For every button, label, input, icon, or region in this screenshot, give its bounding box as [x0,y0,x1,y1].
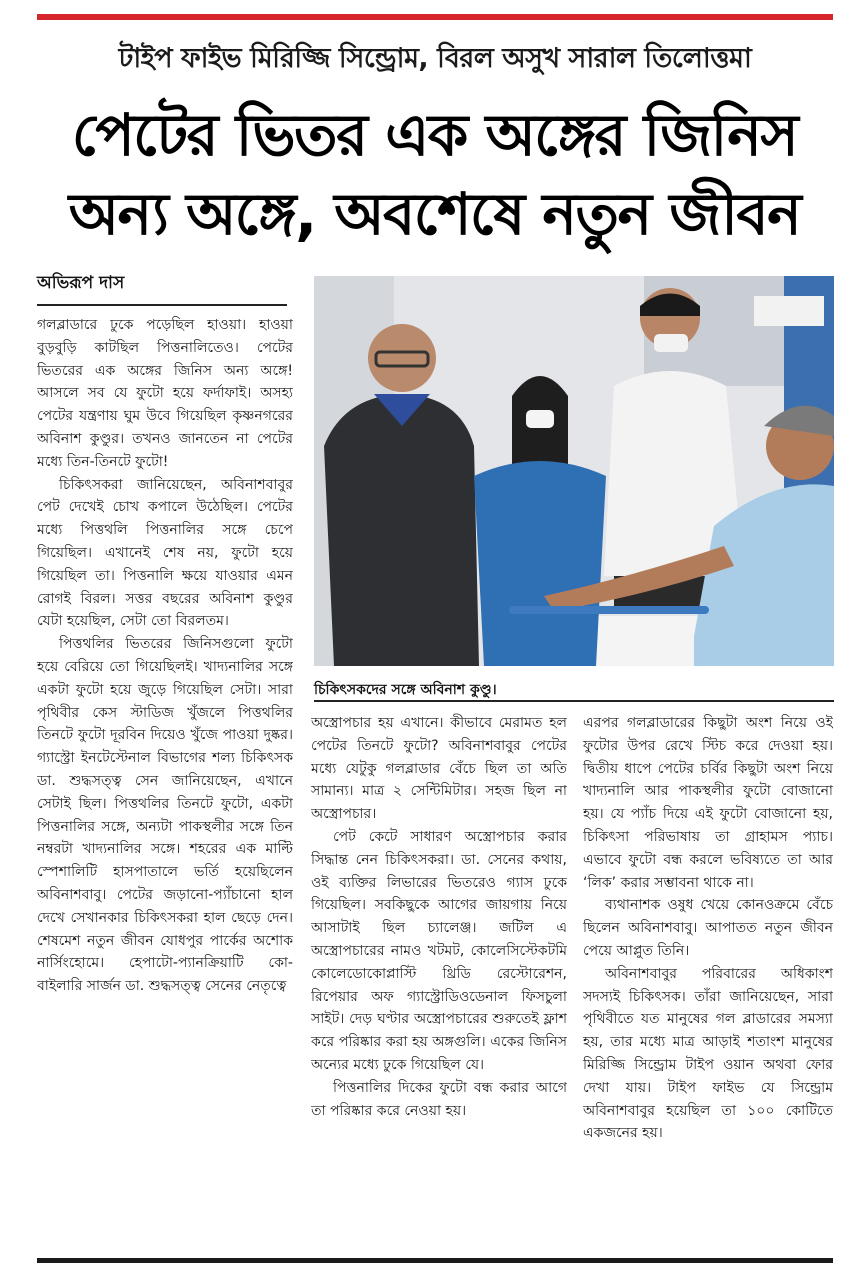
kicker-line: টাইপ ফাইভ মিরিজ্জি সিন্ড্রোম, বিরল অসুখ সারাল তিলোত্তমা [118,43,752,74]
article-column-3 [583,712,833,1264]
paragraph: পেট কেটে সাধারণ অস্ত্রোপচার করার সিদ্ধান্ত নেন চিকিৎসকরা। ডা. সেনের কথায়, ওই ব্যক্তির লিভারের ভিতরেও গ্যাস ঢুকে গিয়েছিল। সবকিছুকে আগের জায়গায় নিয়ে আসাটাই ছিল চ্যালেঞ্জ। জটিল এ অস্ত্রোপচারের নামও খটমট, কোলেসিস্টেকটমি কোলেডোকোপ্লাস্টি থ্রিডি রেস্টোরেশন, রিপেয়ার অফ গ্যাস্ট্রোডিওডেনাল ফিসচুলা সাইট। দেড় ঘণ্টার অস্ত্রোপচারের শুরুতেই ফ্লাশ করে পরিষ্কার করা হয় অঙ্গগুলি। একের জিনিস অন্যের মধ্যে ঢুকে গিয়েছিল যে। [311,828,567,1073]
paragraph: অবিনাশবাবুর পরিবারের অধিকাংশ সদস্যই চিকিৎসক। তাঁরা জানিয়েছেন, সারা পৃথিবীতে যত মানুষের গল ব্লাডারের সমস্যা হয়, তার মধ্যে মাত্র আড়াই শতাংশ মানুষের মিরিজ্জি সিন্ড্রোম টাইপ ওয়ান অথবা ফোর দেখা যায়। টাইপ ফাইভ যে সিন্ড্রোম অবিনাশবাবুর হয়েছিল তা ১০০ কোটিতে একজনের হয়। [583,965,833,1142]
bottom-rule [37,1258,833,1263]
paragraph: গলব্লাডারে ঢুকে পড়েছিল হাওয়া। হাওয়া বুড়বুড়ি কাটছিল পিত্তনালিতেও। পেটের ভিতরের এক অঙ্গের জিনিস অন্য অঙ্গে! আসলে সব যে ফুটো হয়ে ফর্দাফাই। অসহ্য পেটের যন্ত্রণায় ঘুম উবে গিয়েছিল কৃষ্ণনগরের অবিনাশ কুণ্ডুর। তখনও জানতেন না পেটের মধ্যে তিন-তিনটে ফুটো! [37,317,293,470]
caption-divider [314,700,834,702]
paragraph: চিকিৎসকরা জানিয়েছেন, অবিনাশবাবুর পেট দেখেই চোখ কপালে উঠেছিল। পেটের মধ্যে পিত্তথলি পিত্তনালির সঙ্গে চেপে গিয়েছিল। এখানেই শেষ নয়, ফুটো হয়ে গিয়েছিল তা। পিত্তনালি ক্ষয়ে যাওয়ার এমন রোগই বিরল। সত্তর বছরের অবিনাশ কুণ্ডুর যেটা হয়েছিল, সেটা তো বিরলতম। [37,476,293,630]
article-column-2 [311,712,567,1264]
photo-caption: চিকিৎসকদের সঙ্গে অবিনাশ কুণ্ডু। [314,682,497,698]
paragraph: এরপর গলব্লাডারের কিছুটা অংশ নিয়ে ওই ফুটোর উপর রেখে স্টিচ করে দেওয়া হয়। দ্বিতীয় ধাপে পেটের চর্বির কিছুটা অংশ নিয়ে খাদ্যনালি আর পাকস্থলীর ফুটো বোজানো হয়। যে প্যাঁচ দিয়ে এই ফুটো বোজানো হয়, চিকিৎসা পরিভাষায় তা গ্রাহামস প্যাচ। এভাবে ফুটো বন্ধ করলে ভবিষ্যতে তা আর ‘লিক’ করার সম্ভাবনা থাকে না। [583,715,833,891]
byline: অভিরূপ দাস [37,270,287,306]
paragraph: পিত্তথলির ভিতরের জিনিসগুলো ফুটো হয়ে বেরিয়ে তো গিয়েছিলই। খাদ্যনালির সঙ্গে একটা ফুটো হয়ে জুড়ে গিয়েছিল সেটা। সারা পৃথিবীর কেস স্টাডিজ খুঁজলে পিত্তথলির তিনটে ফুটো দূরবিন দিয়েও খুঁজে পাওয়া দুষ্কর। গ্যাস্ট্রো ইনটেস্টেনাল বিভাগের শল্য চিকিৎসক ডা. শুদ্ধসত্ত্ব সেন জানিয়েছেন, এখানে সেটাই ছিল। পিত্তথলির তিনটে ফুটো, একটা পিত্তনালির সঙ্গে, অন্যটা পাকস্থলীর সঙ্গে তিন নম্বরটা খাদ্যনালির সঙ্গে। শহরের এক মাল্টি স্পেশালিটি হাসপাতালে ভর্তি হয়েছিলেন অবিনাশবাবু। পেটের জড়ানো-প্যাঁচানো হাল দেখে সেখানকার চিকিৎসকরা হাল ছেড়ে দেন। শেষমেশ নতুন জীবন যোধপুর পার্কের অশোক নার্সিংহোমে। হেপাটো-প্যানক্রিয়াটি কো-বাইলারি সার্জন ডা. শুদ্ধসত্ত্ব সেনের নেতৃত্বে [37,636,293,995]
article-photo [314,276,834,666]
top-red-rule [37,14,833,20]
headline-line-2: অন্য অঙ্গে, অবশেষে নতুন জীবন [68,180,801,248]
headline-line-1: পেটের ভিতর এক অঙ্গের জিনিস [71,101,798,169]
article-column-1 [37,314,293,1264]
paragraph: অস্ত্রোপচার হয় এখানে। কীভাবে মেরামত হল পেটের তিনটে ফুটো? অবিনাশবাবুর পেটের মধ্যে যেটুকু গলব্লাডার বেঁচে ছিল তা অতি সামান্য। মাত্র ২ সেন্টিমিটার। সহজ ছিল না অস্ত্রোপচার। [311,715,567,823]
paragraph: পিত্তনালির দিকের ফুটো বন্ধ করার আগে তা পরিষ্কার করে নেওয়া হয়। [311,1079,567,1119]
paragraph: ব্যথানাশক ওষুধ খেয়ে কোনওক্রমে বেঁচে ছিলেন অবিনাশবাবু। আপাতত নতুন জীবন পেয়ে আপ্লুত তিনি। [583,897,833,959]
headline [32,96,837,254]
photo-illustration [314,276,834,666]
